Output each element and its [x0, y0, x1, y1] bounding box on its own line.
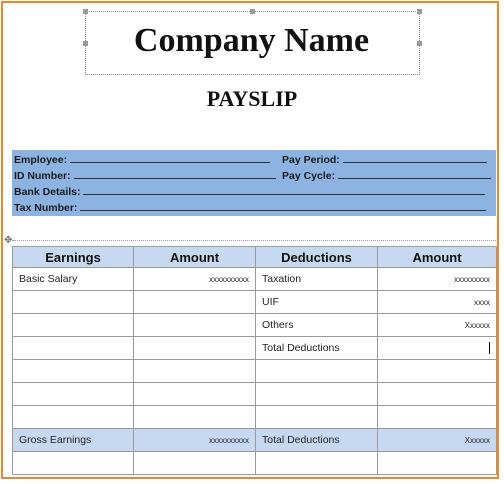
pay-period-row — [282, 153, 487, 166]
table-cell[interactable]: Others — [256, 314, 378, 337]
table-cell[interactable]: Taxation — [256, 268, 378, 291]
header-amount: Amount — [378, 247, 497, 268]
gross-row — [13, 429, 497, 452]
bank-details-field[interactable] — [83, 185, 485, 195]
id-number-row — [14, 169, 276, 182]
tax-number-label: Tax Number: — [14, 202, 78, 214]
bank-details-label: Bank Details: — [14, 186, 81, 198]
table-cell[interactable] — [134, 314, 256, 337]
table-cell[interactable] — [13, 452, 134, 475]
table-cell-with-cursor[interactable] — [378, 337, 497, 360]
tax-number-field[interactable] — [80, 201, 486, 211]
tax-number-row — [14, 201, 486, 214]
table-row — [13, 360, 497, 383]
pay-cycle-field[interactable] — [338, 169, 491, 179]
table-cell[interactable] — [256, 452, 378, 475]
table-cell[interactable] — [134, 406, 256, 429]
total-deductions-label[interactable]: Total Deductions — [256, 429, 378, 452]
pay-cycle-row — [282, 169, 491, 182]
table-cell[interactable] — [378, 383, 497, 406]
table-row — [13, 383, 497, 406]
header-deductions: Deductions — [256, 247, 378, 268]
table-cell[interactable]: Xxxxxx — [378, 314, 497, 337]
table-cell[interactable] — [13, 406, 134, 429]
table-row — [13, 452, 497, 475]
payslip-table — [12, 246, 497, 475]
id-number-field[interactable] — [74, 169, 276, 179]
table-move-icon[interactable]: ✥ — [4, 235, 13, 246]
table-row — [13, 337, 497, 360]
table-cell[interactable] — [378, 360, 497, 383]
gross-earnings-label[interactable]: Gross Earnings — [13, 429, 134, 452]
employee-label: Employee: — [14, 154, 68, 166]
table-cell[interactable]: UIF — [256, 291, 378, 314]
table-cell[interactable]: xxxxxxxxx — [378, 268, 497, 291]
table-cell[interactable] — [256, 383, 378, 406]
table-cell[interactable]: xxxx — [378, 291, 497, 314]
pay-period-label: Pay Period: — [282, 154, 340, 166]
id-number-label: ID Number: — [14, 170, 71, 182]
bank-details-row — [14, 185, 485, 198]
table-cell[interactable] — [134, 337, 256, 360]
table-cell[interactable] — [134, 383, 256, 406]
table-cell[interactable] — [134, 291, 256, 314]
resize-handle-top-center[interactable] — [250, 9, 255, 14]
table-cell[interactable] — [256, 360, 378, 383]
table-cell[interactable] — [256, 406, 378, 429]
table-header-row — [13, 247, 497, 268]
employee-info-box — [12, 150, 496, 216]
table-row — [13, 268, 497, 291]
table-cell[interactable] — [378, 406, 497, 429]
header-earnings: Earnings — [13, 247, 134, 268]
table-cell[interactable]: Total Deductions — [256, 337, 378, 360]
total-deductions-amount[interactable]: Xxxxxx — [378, 429, 497, 452]
table-row — [13, 314, 497, 337]
table-cell[interactable] — [13, 360, 134, 383]
header-amount: Amount — [134, 247, 256, 268]
gross-earnings-amount[interactable]: xxxxxxxxxx — [134, 429, 256, 452]
company-name[interactable]: Company Name — [133, 22, 370, 59]
table-cell[interactable]: xxxxxxxxxx — [134, 268, 256, 291]
table-row — [13, 406, 497, 429]
section-divider — [12, 240, 496, 241]
table-cell[interactable] — [13, 383, 134, 406]
text-cursor — [489, 342, 490, 354]
table-cell[interactable] — [13, 314, 134, 337]
table-cell[interactable]: Basic Salary — [13, 268, 134, 291]
employee-field[interactable] — [70, 153, 270, 163]
table-cell[interactable] — [13, 337, 134, 360]
pay-period-field[interactable] — [343, 153, 487, 163]
table-cell[interactable] — [134, 360, 256, 383]
payslip-title: PAYSLIP — [206, 86, 298, 111]
employee-row — [14, 153, 270, 166]
table-cell[interactable] — [13, 291, 134, 314]
table-cell[interactable] — [134, 452, 256, 475]
resize-handle-top-left[interactable] — [83, 9, 88, 14]
pay-cycle-label: Pay Cycle: — [282, 170, 336, 182]
table-cell[interactable] — [378, 452, 497, 475]
table-row — [13, 291, 497, 314]
resize-handle-top-right[interactable] — [417, 9, 422, 14]
